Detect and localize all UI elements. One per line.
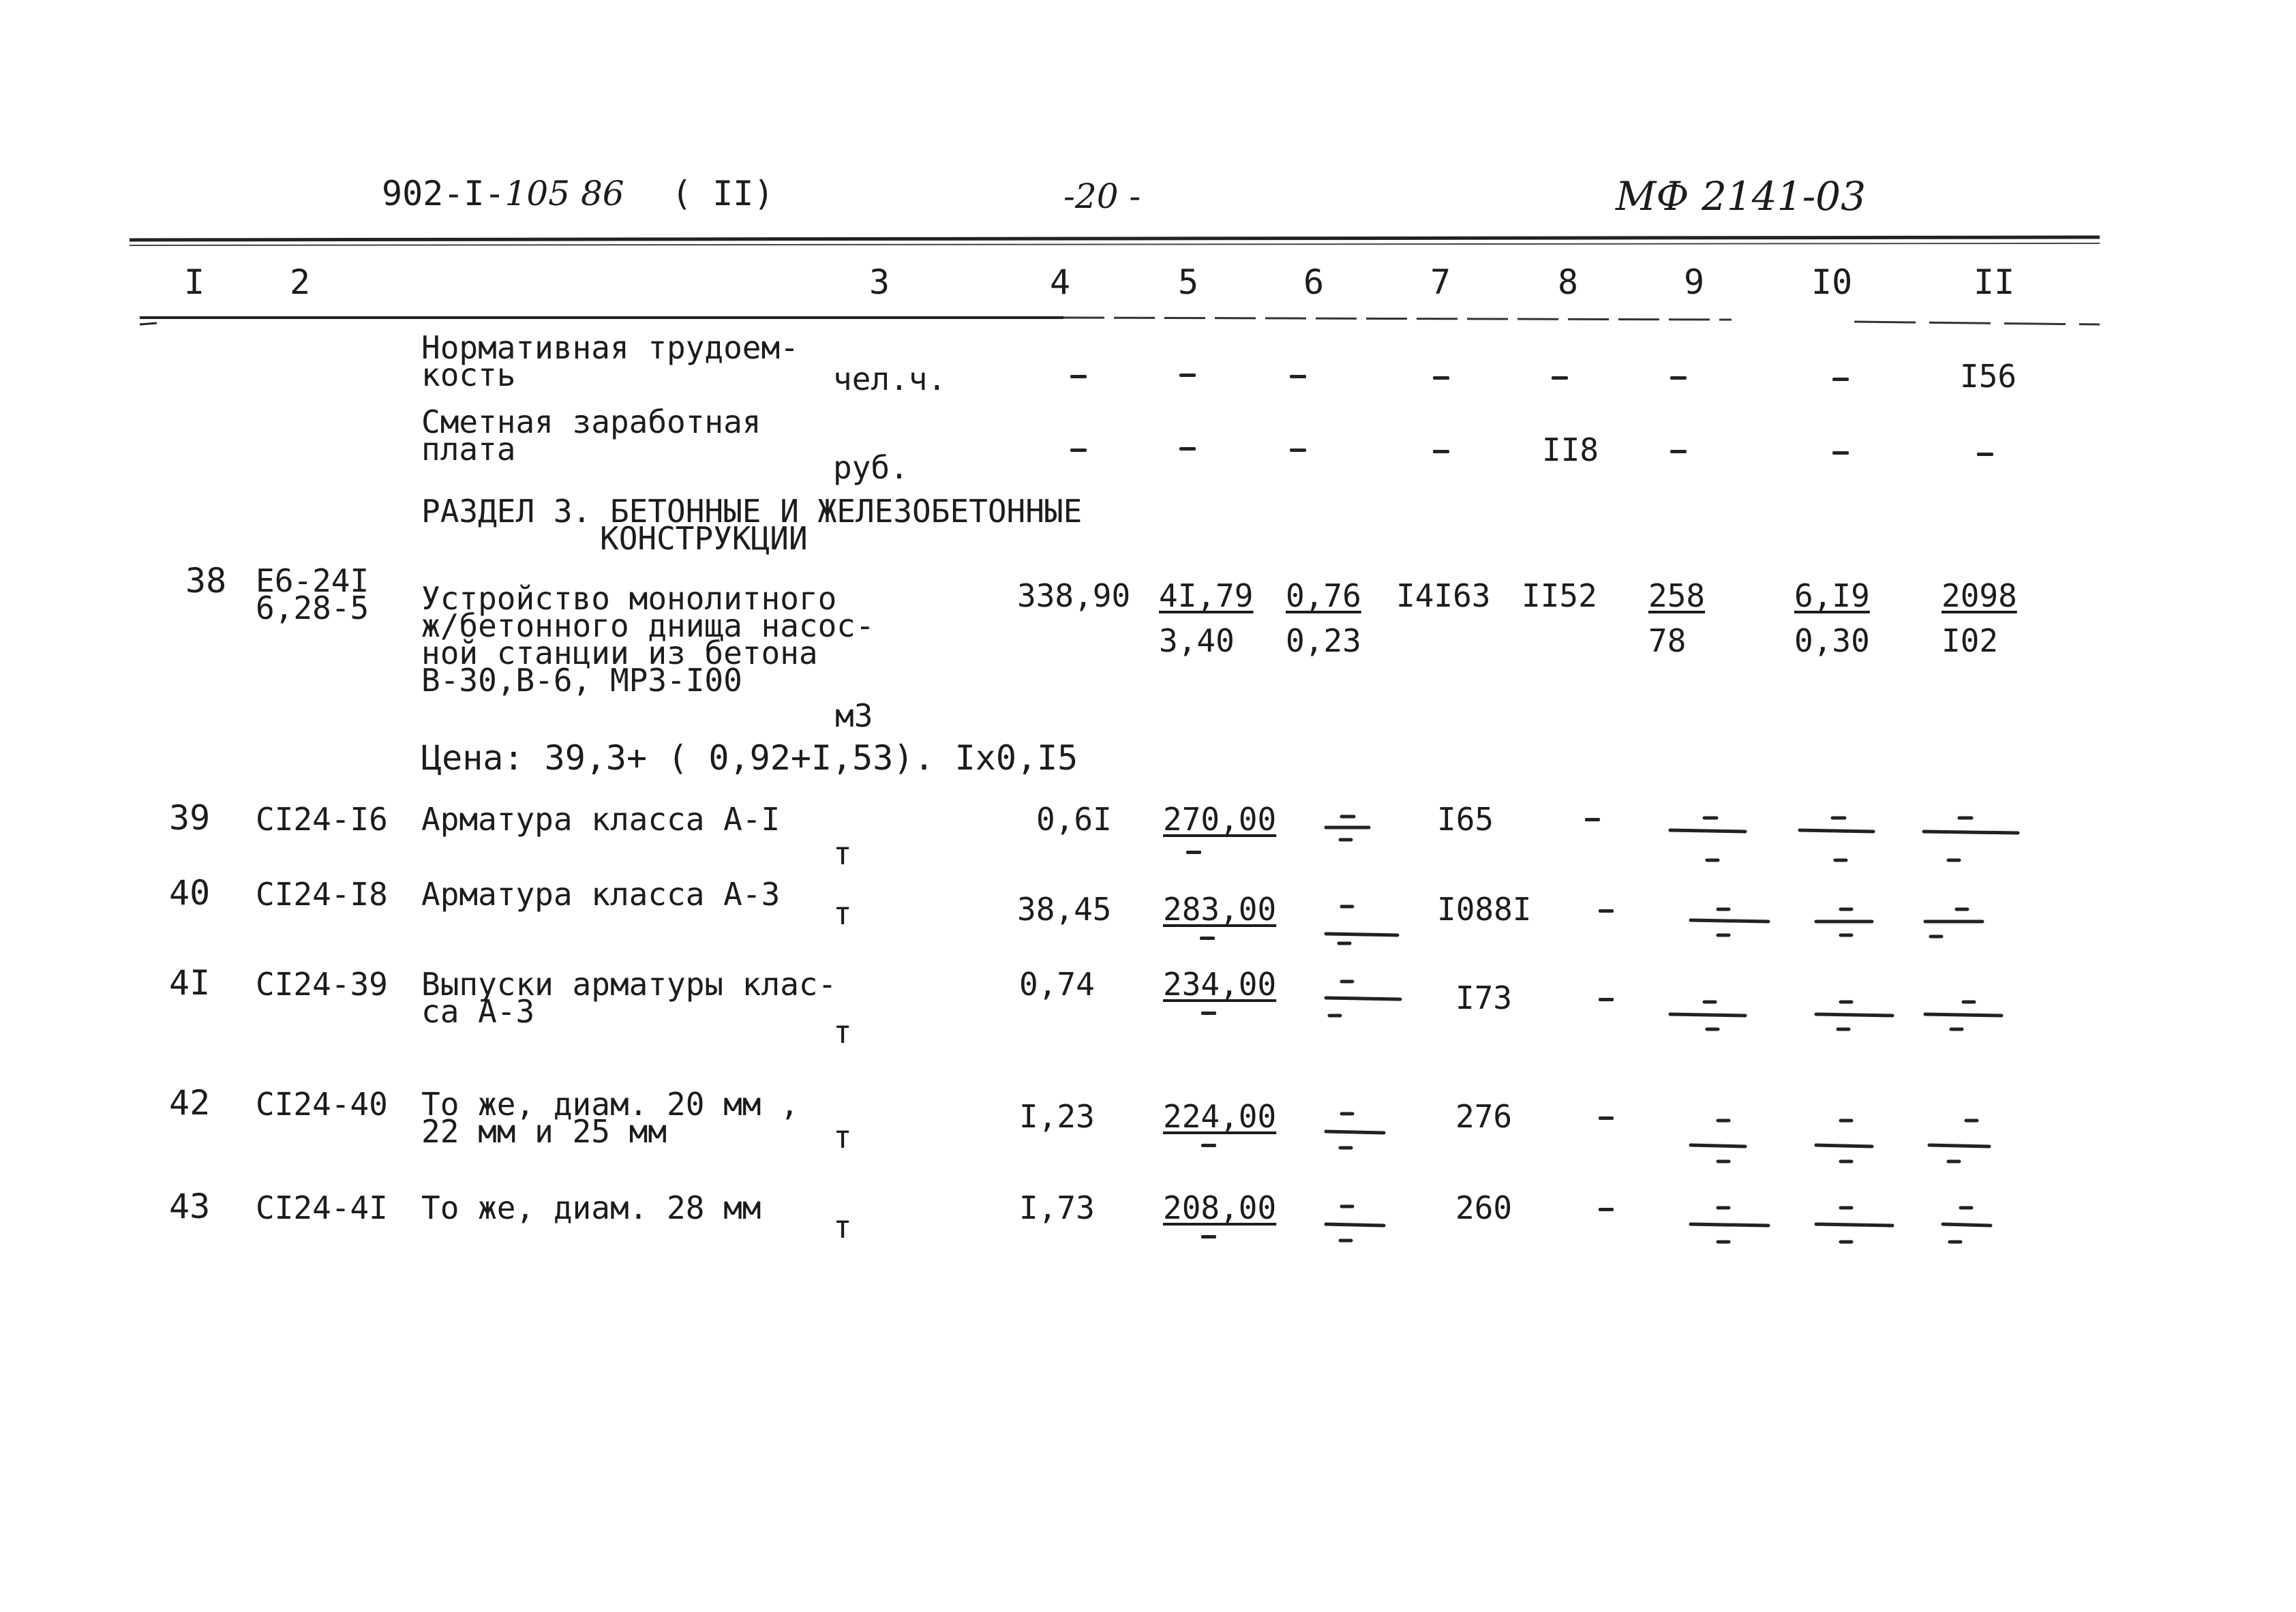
row-38-col7: I4I63 (1396, 577, 1491, 614)
row-38-col10-bottom: 0,30 (1794, 622, 1870, 659)
row-42-col4: I,23 (1019, 1098, 1095, 1135)
row-38-col8: II52 (1522, 577, 1597, 614)
row-38-code-2: 6,28-5 (256, 590, 369, 626)
row-41-unit: т (833, 1014, 852, 1050)
row-38-col9-bottom: 78 (1648, 622, 1687, 659)
row-43-col4: I,73 (1019, 1189, 1095, 1226)
row-39-code: СI24-I6 (256, 801, 388, 838)
row-41-name-1: Выпуски арматуры клас- (421, 966, 837, 1003)
column-header-1: I (184, 262, 205, 302)
row-41-number: 4I (169, 963, 211, 1003)
row-38-name-1: Устройство монолитного (421, 580, 837, 617)
section-heading-2: КОНСТРУКЦИИ (600, 520, 808, 557)
column-header-6: 6 (1303, 262, 1325, 302)
row-38-col6-top: 0,76 (1286, 577, 1361, 614)
row-42-name-2: 22 мм и 25 мм (421, 1113, 667, 1150)
row-41-col5: 234,00 (1163, 966, 1277, 1003)
row-38-col5-bottom: 3,40 (1159, 622, 1235, 659)
column-header-4: 4 (1050, 262, 1071, 302)
row-38-code-1: Е6-24I (256, 562, 369, 599)
column-header-8: 8 (1558, 262, 1579, 302)
row-43-code: СI24-4I (256, 1189, 388, 1226)
row-40-number: 40 (169, 873, 211, 913)
row-38-col6-bottom: 0,23 (1286, 622, 1361, 659)
row-41-col7: I73 (1455, 979, 1513, 1016)
document-code-handwritten: 105 86 (504, 174, 624, 213)
price-formula: Цена: 39,3+ ( 0,92+I,53). Ix0,I5 (421, 738, 1078, 778)
wage-row-name-2: плата (421, 431, 516, 468)
row-38-col5-top: 4I,79 (1159, 577, 1254, 614)
row-39-col4: 0,6I (1036, 801, 1112, 838)
wage-row-col8: II8 (1542, 431, 1599, 468)
row-43-name: То же, диам. 28 мм (421, 1189, 761, 1226)
row-39-name: Арматура класса А-I (421, 801, 781, 838)
row-39-col7: I65 (1437, 801, 1494, 838)
row-42-unit: т (833, 1119, 852, 1155)
row-40-col5: 283,00 (1163, 891, 1277, 928)
row-38-unit: м3 (835, 697, 873, 734)
column-header-9: 9 (1684, 262, 1705, 302)
row-42-col7: 276 (1455, 1098, 1513, 1135)
section-heading-1: РАЗДЕЛ 3. БЕТОННЫЕ И ЖЕЛЕЗОБЕТОННЫЕ (421, 493, 1083, 530)
volume-label: ( II) (671, 174, 774, 213)
column-header-7: 7 (1430, 262, 1451, 302)
row-41-code: СI24-39 (256, 966, 388, 1003)
labor-row-unit: чел.ч. (833, 361, 947, 397)
row-38-name-4: В-30,В-6, МРЗ-I00 (421, 662, 742, 699)
row-38-name-2: ж/бетонного днища насос- (421, 607, 875, 644)
row-42-number: 42 (169, 1083, 211, 1123)
row-39-col5: 270,00 (1163, 801, 1277, 838)
column-header-10: I0 (1811, 262, 1853, 302)
page-number: -20 - (1063, 177, 1141, 216)
row-40-unit: т (833, 895, 852, 932)
wage-row-unit: руб. (833, 449, 909, 486)
labor-row-col11: I56 (1960, 358, 2017, 395)
row-39-number: 39 (169, 798, 211, 838)
row-40-name: Арматура класса А-3 (421, 876, 781, 913)
row-39-unit: т (833, 835, 852, 872)
column-header-3: 3 (869, 262, 890, 302)
row-41-col4: 0,74 (1019, 966, 1095, 1003)
column-header-2: 2 (290, 262, 311, 302)
row-43-number: 43 (169, 1187, 211, 1226)
row-43-unit: т (833, 1208, 852, 1245)
row-38-col9-top: 258 (1648, 577, 1706, 614)
row-42-code: СI24-40 (256, 1086, 388, 1123)
row-38-name-3: ной станции из бетона (421, 635, 818, 671)
row-43-col5: 208,00 (1163, 1189, 1277, 1226)
row-38-col11-top: 2098 (1942, 577, 2017, 614)
row-40-code: СI24-I8 (256, 876, 388, 913)
labor-row-name-1: Нормативная трудоем- (421, 329, 799, 366)
row-42-name-1: То же, диам. 20 мм , (421, 1086, 799, 1123)
row-42-col5: 224,00 (1163, 1098, 1277, 1135)
row-38-col10-top: 6,I9 (1794, 577, 1870, 614)
wage-row-name-1: Сметная заработная (421, 404, 761, 440)
column-header-11: II (1974, 262, 2015, 302)
archive-stamp: МФ 2141-03 (1616, 173, 1866, 219)
row-38-col4: 338,90 (1017, 577, 1131, 614)
row-40-col4: 38,45 (1017, 891, 1112, 928)
labor-row-name-2: кость (421, 356, 516, 393)
row-43-col7: 260 (1455, 1189, 1513, 1226)
row-38-number: 38 (185, 561, 227, 600)
document-code-printed: 902-I- (382, 174, 505, 213)
column-header-5: 5 (1178, 262, 1199, 302)
row-40-col7: I088I (1437, 891, 1532, 928)
row-41-name-2: са А-3 (421, 993, 535, 1030)
row-38-col11-bottom: I02 (1942, 622, 1999, 659)
